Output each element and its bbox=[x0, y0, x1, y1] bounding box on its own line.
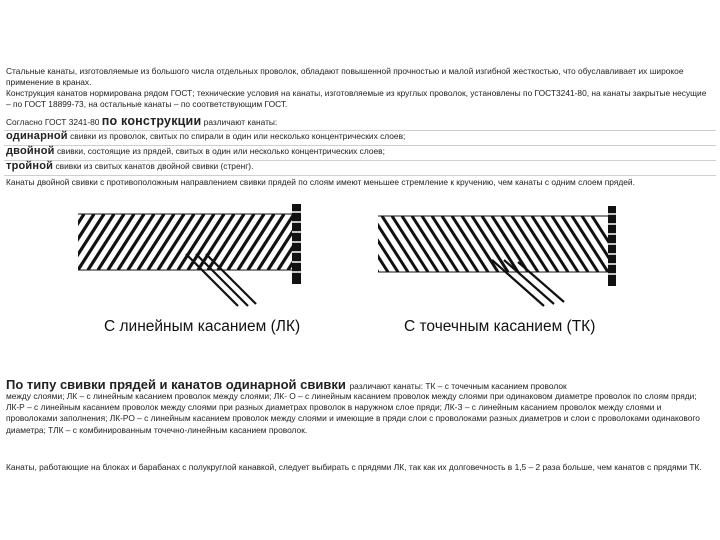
type-term: одинарной bbox=[6, 130, 68, 142]
type-triple bbox=[6, 161, 253, 172]
construction-emphasis: по конструкции bbox=[101, 114, 202, 128]
divider bbox=[4, 175, 716, 176]
lay-heading-text: По типу свивки прядей и канатов одинарной свивки bbox=[6, 377, 346, 392]
point-contact-strand-figure bbox=[372, 204, 624, 312]
type-single bbox=[6, 131, 405, 142]
type-term: двойной bbox=[6, 145, 55, 157]
type-term: тройной bbox=[6, 160, 54, 172]
intro-paragraph: Стальные канаты, изготовляемые из большого числа отдельных проволок, обладают повышенной прочностью и малой изгибной жесткостью, что обуславливает их широкое применение в кранах. bbox=[6, 66, 684, 88]
type-desc: свивки из проволок, свитых по спирали в один или несколько концентрических слоев; bbox=[70, 131, 406, 141]
conclusion-paragraph: Канаты, работающие на блоках и барабанах с полукруглой канавкой, следует выбирать с прядями ЛК, так как их долговечность в 1,5 – 2 раза больше, чем канатов с прядями ТК. bbox=[6, 462, 702, 472]
double-lay-note: Канаты двойной свивки с противоположным направлением свивки прядей по слоям имеют меньшее стремление к кручению, чем канаты с одним слоем прядей. bbox=[6, 177, 635, 187]
linear-contact-strand-figure bbox=[78, 204, 310, 312]
type-desc: свивки, состоящие из прядей, свитых в один или несколько концентрических слоев; bbox=[56, 146, 385, 156]
construction-tail: различают канаты: bbox=[203, 117, 278, 127]
point-contact-caption: С точечным касанием (ТК) bbox=[404, 318, 596, 335]
linear-contact-caption: С линейным касанием (ЛК) bbox=[104, 318, 301, 335]
type-desc: свивки из свитых канатов двойной свивки (стренг). bbox=[55, 161, 254, 171]
lay-types-paragraph: между слоями; ЛК – с линейным касанием проволок между слоями; ЛК- О – с линейным касанием проволок между слоями при одинаковом диаметре проволок по слоям пряди; ЛК-Р – с линейным касанием проволок между слоями при разных диаметрах проволок в наружном слое пряди; ЛК-З – с линейным касанием проволок между слоями и проволоками заполнения; ЛК-РО – с линейным касанием проволок между слоями и имеющие в пряди слои с проволоками разных диаметров и слои с проволоками одинакового диаметра; ТЛК – с комбинированным точечно-линейным касанием проволок. bbox=[6, 391, 700, 435]
construction-line bbox=[6, 116, 277, 128]
lay-type-heading bbox=[6, 377, 567, 392]
gost-paragraph: Конструкция канатов нормирована рядом ГОСТ; технические условия на канаты, изготовляемые из круглых проволок, установлены по ГОСТ3241-80, на канаты закрытые несущие – по ГОСТ 18899-73, на остальные канаты – по соответствующим ГОСТ. bbox=[6, 88, 707, 110]
lay-heading-tail: различают канаты: ТК – с точечным касанием проволок bbox=[349, 381, 567, 391]
type-double bbox=[6, 146, 385, 157]
construction-lead: Согласно ГОСТ 3241-80 bbox=[6, 117, 100, 127]
